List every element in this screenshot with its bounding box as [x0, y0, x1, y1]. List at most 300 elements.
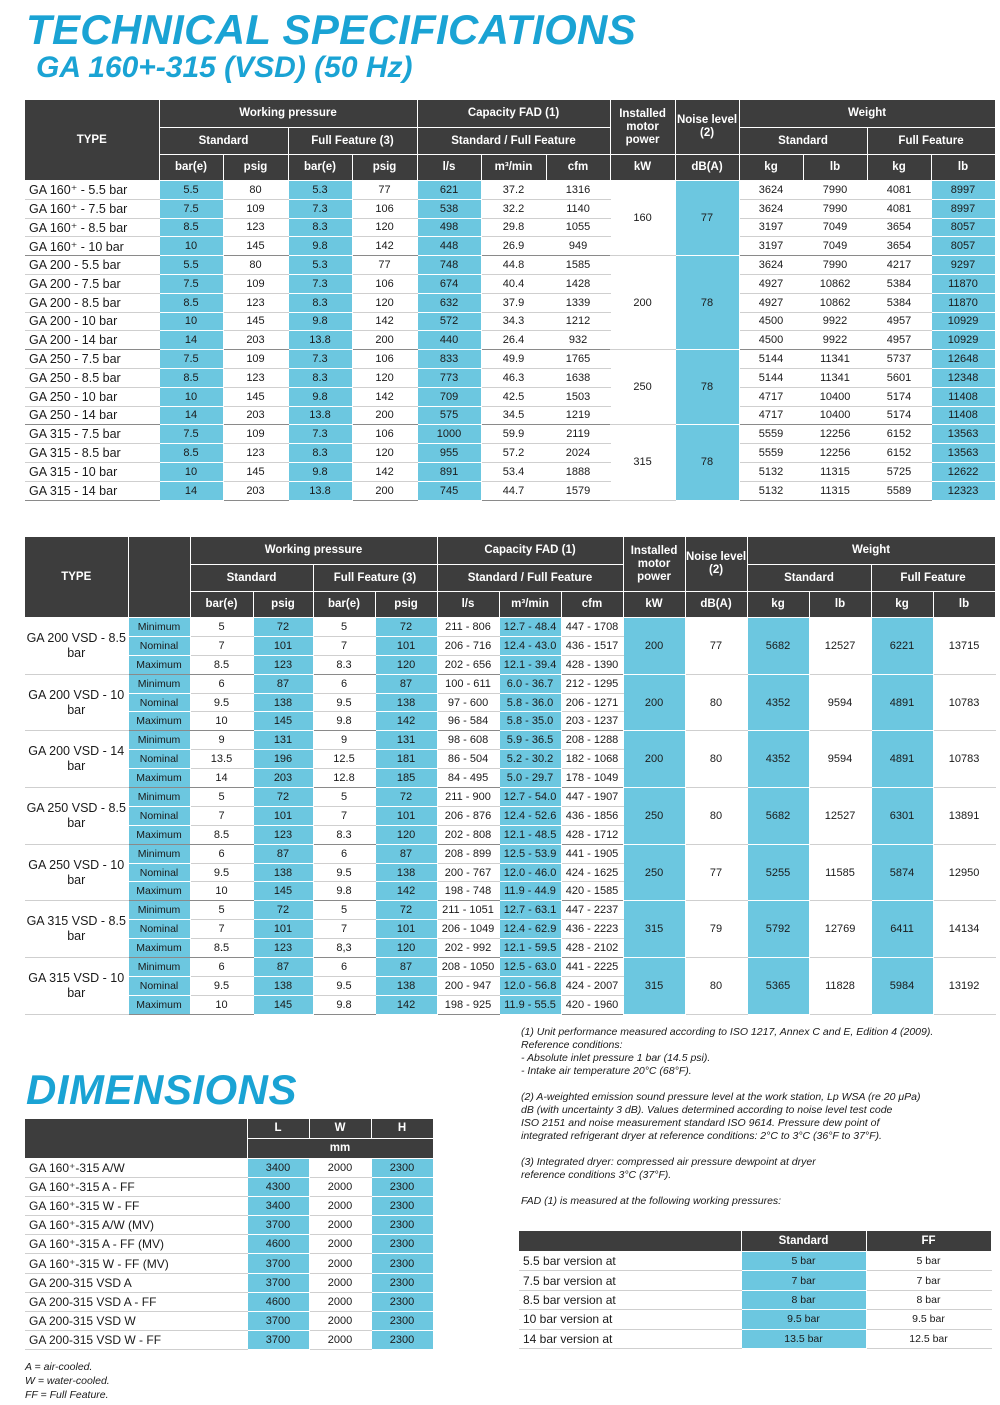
table-cell: 3197	[739, 237, 803, 256]
legend-line: W = water-cooled.	[25, 1375, 110, 1387]
table-cell: 5.2 - 30.2	[499, 750, 561, 769]
table-cell: 5601	[867, 368, 931, 387]
level-cell: Minimum	[128, 788, 190, 807]
unit-header: lb	[933, 592, 995, 618]
table-cell: 6	[313, 958, 375, 977]
note-line: integrated refrigerant dryer at reference conditions: 2°C to 3°C (36°F to 37°F).	[521, 1130, 882, 1142]
table-cell: 7 bar	[741, 1271, 866, 1290]
table-cell: 101	[253, 636, 313, 655]
table-cell: 101	[375, 920, 437, 939]
noise-level-cell: 80	[685, 674, 747, 731]
type-cell: GA 315 - 7.5 bar	[25, 425, 159, 444]
page-title: TECHNICAL SPECIFICATIONS	[26, 6, 637, 53]
table-cell: 142	[352, 387, 417, 406]
table-cell: 145	[223, 312, 288, 331]
table-cell: 10929	[931, 312, 995, 331]
table-cell: 8057	[931, 237, 995, 256]
header-full-feature: Full Feature (3)	[288, 128, 417, 155]
table-cell: 109	[223, 199, 288, 218]
table-row	[25, 674, 995, 693]
table-cell: 5.5	[159, 181, 223, 200]
table-cell: 12.1 - 48.5	[499, 825, 561, 844]
table-cell: 123	[223, 293, 288, 312]
level-cell: Maximum	[128, 712, 190, 731]
table-cell: 13.8	[288, 481, 352, 500]
table-cell: 5144	[739, 368, 803, 387]
table-row	[25, 444, 995, 463]
table-row	[25, 293, 995, 312]
level-cell: Maximum	[128, 882, 190, 901]
table-cell: 206 - 716	[437, 636, 499, 655]
unit-header: kW	[610, 155, 675, 181]
table-cell: 436 - 1856	[561, 806, 623, 825]
fad-header-ff: FF	[866, 1231, 991, 1252]
table-cell: 72	[253, 901, 313, 920]
table-cell: 109	[223, 350, 288, 369]
weight-cell: 6221	[871, 618, 933, 675]
vsd-table	[25, 537, 996, 1015]
weight-cell: 4352	[747, 674, 809, 731]
table-cell: 100 - 611	[437, 674, 499, 693]
table-cell: 120	[375, 655, 437, 674]
spec-table-body	[25, 181, 995, 501]
type-cell: GA 160⁺-315 A/W (MV)	[25, 1216, 247, 1235]
noise-level-cell: 77	[685, 618, 747, 675]
header-noise: Noise level (2)	[675, 100, 739, 155]
weight-cell: 9594	[809, 731, 871, 788]
table-cell: 1140	[546, 199, 610, 218]
table-cell: 13.5	[190, 750, 253, 769]
note-line: (2) A-weighted emission sound pressure level at the work station, Lp WSA (re 20 μPa)	[521, 1091, 921, 1103]
table-cell: 4500	[739, 312, 803, 331]
type-cell: GA 250 - 7.5 bar	[25, 350, 159, 369]
level-cell: Maximum	[128, 995, 190, 1014]
note-line: dB (with uncertainty 3 dB). Values determined according to noise level test code	[521, 1104, 893, 1116]
table-cell: 138	[375, 863, 437, 882]
table-cell: 9.5	[190, 863, 253, 882]
table-cell: 447 - 1907	[561, 788, 623, 807]
table-cell: 8 bar	[866, 1290, 991, 1309]
table-cell: 2000	[309, 1330, 371, 1349]
table-cell: 632	[417, 293, 481, 312]
table-cell: 53.4	[481, 462, 546, 481]
weight-cell: 5255	[747, 844, 809, 901]
table-cell: 5559	[739, 425, 803, 444]
table-cell: 10862	[803, 274, 867, 293]
table-cell: 14	[159, 331, 223, 350]
header-type: TYPE	[25, 537, 128, 618]
table-cell: 424 - 2007	[561, 976, 623, 995]
table-cell: 123	[223, 368, 288, 387]
table-cell: 10	[190, 882, 253, 901]
table-cell: 40.4	[481, 274, 546, 293]
table-cell: 2300	[371, 1178, 433, 1197]
weight-cell: 12527	[809, 788, 871, 845]
table-cell: 142	[375, 995, 437, 1014]
table-cell: 12.1 - 59.5	[499, 939, 561, 958]
type-cell: GA 315 VSD - 10 bar	[25, 958, 128, 1015]
table-row	[25, 368, 995, 387]
table-cell: 1428	[546, 274, 610, 293]
table-cell: 3624	[739, 199, 803, 218]
table-cell: 203	[223, 331, 288, 350]
table-cell: 8.3	[313, 655, 375, 674]
table-cell: 138	[253, 863, 313, 882]
table-cell: 13.8	[288, 406, 352, 425]
table-cell: 10	[159, 462, 223, 481]
level-cell: Minimum	[128, 958, 190, 977]
vsd-table-body	[25, 618, 995, 1015]
table-cell: 2000	[309, 1235, 371, 1254]
note-4: FAD (1) is measured at the following working pressures:	[521, 1195, 782, 1207]
table-cell: 3400	[247, 1159, 309, 1178]
dim-header-l: L	[247, 1119, 309, 1139]
table-cell: 59.9	[481, 425, 546, 444]
table-cell: 13563	[931, 444, 995, 463]
level-cell: Maximum	[128, 655, 190, 674]
table-cell: 12.8	[313, 769, 375, 788]
table-cell: 26.4	[481, 331, 546, 350]
unit-header: lb	[931, 155, 995, 181]
unit-header: cfm	[546, 155, 610, 181]
table-cell: 5 bar	[866, 1252, 991, 1271]
table-row	[25, 901, 995, 920]
table-cell: 8.3	[288, 293, 352, 312]
table-cell: 8.5	[190, 939, 253, 958]
type-cell: GA 160⁺ - 7.5 bar	[25, 199, 159, 218]
level-cell: Nominal	[128, 806, 190, 825]
table-cell: 101	[253, 806, 313, 825]
table-cell: 200 - 767	[437, 863, 499, 882]
table-cell: 138	[253, 976, 313, 995]
type-cell: 7.5 bar version at	[519, 1271, 741, 1290]
table-cell: 3700	[247, 1254, 309, 1273]
noise-level-cell: 78	[675, 256, 739, 350]
table-cell: 44.7	[481, 481, 546, 500]
table-cell: 447 - 1708	[561, 618, 623, 637]
table-cell: 106	[352, 274, 417, 293]
unit-header: kg	[739, 155, 803, 181]
unit-header: psig	[352, 155, 417, 181]
weight-cell: 10783	[933, 731, 995, 788]
unit-header: cfm	[561, 592, 623, 618]
table-cell: 7990	[803, 199, 867, 218]
table-cell: 12.0 - 56.8	[499, 976, 561, 995]
table-cell: 5.8 - 36.0	[499, 693, 561, 712]
dimensions-table	[25, 1119, 434, 1350]
header-weight-ff: Full Feature	[871, 565, 995, 592]
weight-cell: 4352	[747, 731, 809, 788]
noise-level-cell: 78	[675, 350, 739, 425]
table-cell: 6	[190, 674, 253, 693]
header-motor: Installed motor power	[623, 537, 685, 592]
table-cell: 8.3	[313, 825, 375, 844]
table-cell: 11341	[803, 368, 867, 387]
table-cell: 123	[253, 825, 313, 844]
table-cell: 9.5 bar	[866, 1310, 991, 1329]
table-cell: 6	[190, 844, 253, 863]
table-cell: 5.3	[288, 256, 352, 275]
table-row	[25, 218, 995, 237]
header-weight: Weight	[747, 537, 995, 565]
noise-level-cell: 77	[685, 844, 747, 901]
table-cell: 10	[190, 712, 253, 731]
table-cell: 101	[375, 806, 437, 825]
noise-level-cell: 78	[675, 425, 739, 500]
type-cell: 10 bar version at	[519, 1310, 741, 1329]
table-row	[25, 256, 995, 275]
table-row	[25, 1273, 433, 1292]
table-cell: 11315	[803, 481, 867, 500]
type-cell: GA 200 - 14 bar	[25, 331, 159, 350]
table-cell: 4600	[247, 1235, 309, 1254]
table-cell: 7049	[803, 237, 867, 256]
table-cell: 9.5	[313, 693, 375, 712]
table-cell: 72	[375, 901, 437, 920]
table-cell: 420 - 1960	[561, 995, 623, 1014]
table-cell: 11341	[803, 350, 867, 369]
unit-header: bar(e)	[313, 592, 375, 618]
table-cell: 8997	[931, 181, 995, 200]
weight-cell: 6301	[871, 788, 933, 845]
table-cell: 12.5 - 53.9	[499, 844, 561, 863]
fad-header-standard: Standard	[741, 1231, 866, 1252]
table-cell: 120	[375, 825, 437, 844]
table-cell: 87	[375, 958, 437, 977]
weight-cell: 9594	[809, 674, 871, 731]
table-cell: 12.7 - 54.0	[499, 788, 561, 807]
type-cell: GA 200-315 VSD A	[25, 1273, 247, 1292]
level-cell: Minimum	[128, 901, 190, 920]
weight-cell: 12527	[809, 618, 871, 675]
table-cell: 12.4 - 43.0	[499, 636, 561, 655]
table-cell: 5589	[867, 481, 931, 500]
table-cell: 8.3	[288, 368, 352, 387]
table-cell: 12.7 - 48.4	[499, 618, 561, 637]
table-cell: 5132	[739, 462, 803, 481]
table-cell: 9.5 bar	[741, 1310, 866, 1329]
table-cell: 200 - 947	[437, 976, 499, 995]
table-cell: 3400	[247, 1197, 309, 1216]
level-cell: Nominal	[128, 920, 190, 939]
table-cell: 123	[223, 444, 288, 463]
motor-power-cell: 315	[623, 901, 685, 958]
table-cell: 32.2	[481, 199, 546, 218]
table-cell: 37.2	[481, 181, 546, 200]
type-cell: GA 160⁺-315 A - FF (MV)	[25, 1235, 247, 1254]
table-cell: 2000	[309, 1216, 371, 1235]
table-cell: 2300	[371, 1159, 433, 1178]
table-cell: 7.5	[159, 274, 223, 293]
type-cell: GA 250 - 8.5 bar	[25, 368, 159, 387]
table-cell: 2300	[371, 1273, 433, 1292]
table-row	[25, 350, 995, 369]
table-cell: 3700	[247, 1273, 309, 1292]
table-cell: 9	[190, 731, 253, 750]
header-capacity: Capacity FAD (1)	[437, 537, 623, 565]
table-row	[25, 1197, 433, 1216]
table-row	[25, 1292, 433, 1311]
table-cell: 6	[313, 674, 375, 693]
table-cell: 109	[223, 425, 288, 444]
table-cell: 12648	[931, 350, 995, 369]
table-cell: 142	[352, 237, 417, 256]
table-cell: 3654	[867, 237, 931, 256]
table-cell: 202 - 992	[437, 939, 499, 958]
type-cell: GA 200 - 8.5 bar	[25, 293, 159, 312]
table-cell: 3700	[247, 1216, 309, 1235]
table-cell: 8.5	[159, 218, 223, 237]
table-cell: 7.5	[159, 199, 223, 218]
noise-level-cell: 77	[675, 181, 739, 256]
table-cell: 10400	[803, 406, 867, 425]
table-row	[25, 181, 995, 200]
table-cell: 8057	[931, 218, 995, 237]
type-cell: GA 250 - 14 bar	[25, 406, 159, 425]
table-cell: 138	[253, 693, 313, 712]
table-cell: 6152	[867, 425, 931, 444]
table-cell: 2000	[309, 1197, 371, 1216]
table-cell: 202 - 656	[437, 655, 499, 674]
table-cell: 211 - 1051	[437, 901, 499, 920]
table-cell: 1212	[546, 312, 610, 331]
motor-power-cell: 250	[623, 788, 685, 845]
motor-power-cell: 160	[610, 181, 675, 256]
table-cell: 211 - 900	[437, 788, 499, 807]
table-cell: 131	[253, 731, 313, 750]
type-cell: GA 315 VSD - 8.5 bar	[25, 901, 128, 958]
weight-cell: 5874	[871, 844, 933, 901]
table-cell: 109	[223, 274, 288, 293]
table-cell: 77	[352, 256, 417, 275]
table-cell: 208 - 899	[437, 844, 499, 863]
table-cell: 72	[375, 788, 437, 807]
table-cell: 203 - 1237	[561, 712, 623, 731]
table-cell: 5384	[867, 293, 931, 312]
table-cell: 72	[253, 788, 313, 807]
motor-power-cell: 200	[623, 674, 685, 731]
weight-cell: 13891	[933, 788, 995, 845]
table-cell: 106	[352, 199, 417, 218]
table-cell: 955	[417, 444, 481, 463]
legend-line: FF = Full Feature.	[25, 1389, 109, 1401]
header-weight-standard: Standard	[739, 128, 867, 155]
table-cell: 1888	[546, 462, 610, 481]
table-cell: 185	[375, 769, 437, 788]
weight-cell: 14134	[933, 901, 995, 958]
type-cell: GA 200 - 10 bar	[25, 312, 159, 331]
weight-cell: 11585	[809, 844, 871, 901]
table-cell: 5	[190, 901, 253, 920]
table-cell: 5132	[739, 481, 803, 500]
table-row	[25, 1235, 433, 1254]
unit-header: bar(e)	[190, 592, 253, 618]
table-cell: 200	[352, 481, 417, 500]
table-cell: 7	[190, 920, 253, 939]
table-cell: 1638	[546, 368, 610, 387]
type-cell: 14 bar version at	[519, 1329, 741, 1348]
table-cell: 2000	[309, 1292, 371, 1311]
type-cell: GA 160⁺ - 8.5 bar	[25, 218, 159, 237]
dim-header-unit: mm	[247, 1139, 433, 1159]
table-cell: 8.3	[288, 444, 352, 463]
table-cell: 498	[417, 218, 481, 237]
table-cell: 8.5	[159, 293, 223, 312]
table-cell: 12323	[931, 481, 995, 500]
table-cell: 87	[375, 844, 437, 863]
unit-header: kg	[747, 592, 809, 618]
header-full-feature: Full Feature (3)	[313, 565, 437, 592]
table-cell: 101	[253, 920, 313, 939]
table-cell: 182 - 1068	[561, 750, 623, 769]
table-cell: 12.4 - 62.9	[499, 920, 561, 939]
table-cell: 12.5 - 63.0	[499, 958, 561, 977]
table-cell: 5.3	[288, 181, 352, 200]
table-cell: 1585	[546, 256, 610, 275]
table-row	[25, 1254, 433, 1273]
footnotes	[521, 1026, 991, 1221]
table-cell: 9.8	[313, 882, 375, 901]
table-cell: 1055	[546, 218, 610, 237]
table-cell: 932	[546, 331, 610, 350]
motor-power-cell: 200	[623, 731, 685, 788]
table-cell: 7.5	[159, 425, 223, 444]
header-std-ff: Standard / Full Feature	[417, 128, 610, 155]
table-cell: 5559	[739, 444, 803, 463]
weight-cell: 10783	[933, 674, 995, 731]
table-cell: 84 - 495	[437, 769, 499, 788]
table-cell: 6	[313, 844, 375, 863]
table-cell: 142	[352, 462, 417, 481]
header-level	[128, 537, 190, 618]
table-cell: 2024	[546, 444, 610, 463]
unit-header: kg	[867, 155, 931, 181]
table-cell: 5174	[867, 406, 931, 425]
table-cell: 87	[253, 844, 313, 863]
table-row	[25, 199, 995, 218]
table-cell: 145	[223, 387, 288, 406]
table-cell: 203	[253, 769, 313, 788]
header-capacity: Capacity FAD (1)	[417, 100, 610, 128]
table-cell: 3700	[247, 1330, 309, 1349]
table-row	[519, 1310, 991, 1329]
table-cell: 12622	[931, 462, 995, 481]
table-cell: 80	[223, 181, 288, 200]
table-cell: 98 - 608	[437, 731, 499, 750]
unit-header: lb	[809, 592, 871, 618]
table-row	[25, 312, 995, 331]
fad-header-blank	[519, 1231, 741, 1252]
table-cell: 709	[417, 387, 481, 406]
table-cell: 145	[253, 995, 313, 1014]
table-row	[25, 387, 995, 406]
table-cell: 2300	[371, 1216, 433, 1235]
table-cell: 5.8 - 35.0	[499, 712, 561, 731]
type-cell: GA 160⁺-315 W - FF (MV)	[25, 1254, 247, 1273]
table-cell: 7.3	[288, 274, 352, 293]
table-cell: 206 - 1049	[437, 920, 499, 939]
table-row	[25, 788, 995, 807]
type-cell: GA 315 - 10 bar	[25, 462, 159, 481]
dimensions-table-body	[25, 1159, 433, 1350]
table-cell: 10400	[803, 387, 867, 406]
header-weight-ff: Full Feature	[867, 128, 995, 155]
table-cell: 13563	[931, 425, 995, 444]
note-line: Reference conditions:	[521, 1039, 623, 1051]
table-row	[25, 844, 995, 863]
table-cell: 7990	[803, 181, 867, 200]
table-cell: 949	[546, 237, 610, 256]
